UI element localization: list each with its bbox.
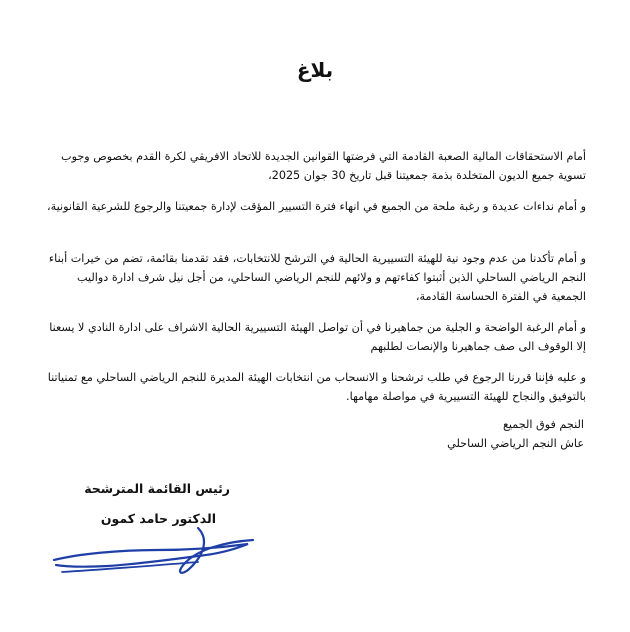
paragraph-calls-for-legitimacy: و أمام نداءات عديدة و رغبة ملحة من الجميع في انهاء فترة التسيير المؤقت لإدارة جمعيتنا والرجوع للشرعية القانونية، [46, 200, 586, 213]
closing-line-2: عاش النجم الرياضي الساحلي [447, 437, 584, 450]
signature-stroke-loop [180, 528, 253, 573]
signature-stroke-main [54, 544, 248, 567]
paragraph-financial-obligations: أمام الاستحقاقات المالية الصعبة القادمة التي فرضتها القوانين الجديدة للاتحاد الافريقي لكرة القدم بخصوص وجوب تسوية جميع الديون المتخلدة بذمة جمعيتنا قبل تاريخ 30 جوان 2025، [61, 150, 586, 182]
signer-name: الدكتور حامد كمون [100, 511, 216, 526]
closing-line-1: النجم فوق الجميع [502, 418, 584, 431]
document-title: بلاغ [296, 58, 334, 82]
closing-block [447, 415, 584, 453]
handwritten-signature [48, 520, 258, 580]
signer-title: رئيس القائمة المترشحة [84, 481, 230, 496]
paragraph-fans-desire: و أمام الرغبة الواضحة و الجلية من جماهيرنا في أن تواصل الهيئة التسييرية الحالية الاشراف على ادارة النادي لا يسعنا إلا الوقوف الى صف جماهيرنا والإنصات لطلبهم [49, 321, 586, 353]
paragraph-candidacy: و أمام تأكدنا من عدم وجود نية للهيئة التسييرية الحالية في الترشح للانتخابات، فقد تقدمنا بقائمة، تضم من خيرات أبناء النجم الرياضي الساحلي الذين أثبتوا كفاءتهم و ولائهم للنجم الرياضي الساحلي، من أجل نيل شرف ادارة دواليب الجمعية في الفترة الحساسة القادمة، [48, 252, 586, 303]
paragraph-withdrawal: و عليه فإننا قررنا الرجوع في طلب ترشحنا و الانسحاب من انتخابات الهيئة المديرة للنجم الرياضي الساحلي مع تمنياتنا بالتوفيق والنجاح للهيئة التسييرية في مواصلة مهامها. [47, 371, 586, 403]
